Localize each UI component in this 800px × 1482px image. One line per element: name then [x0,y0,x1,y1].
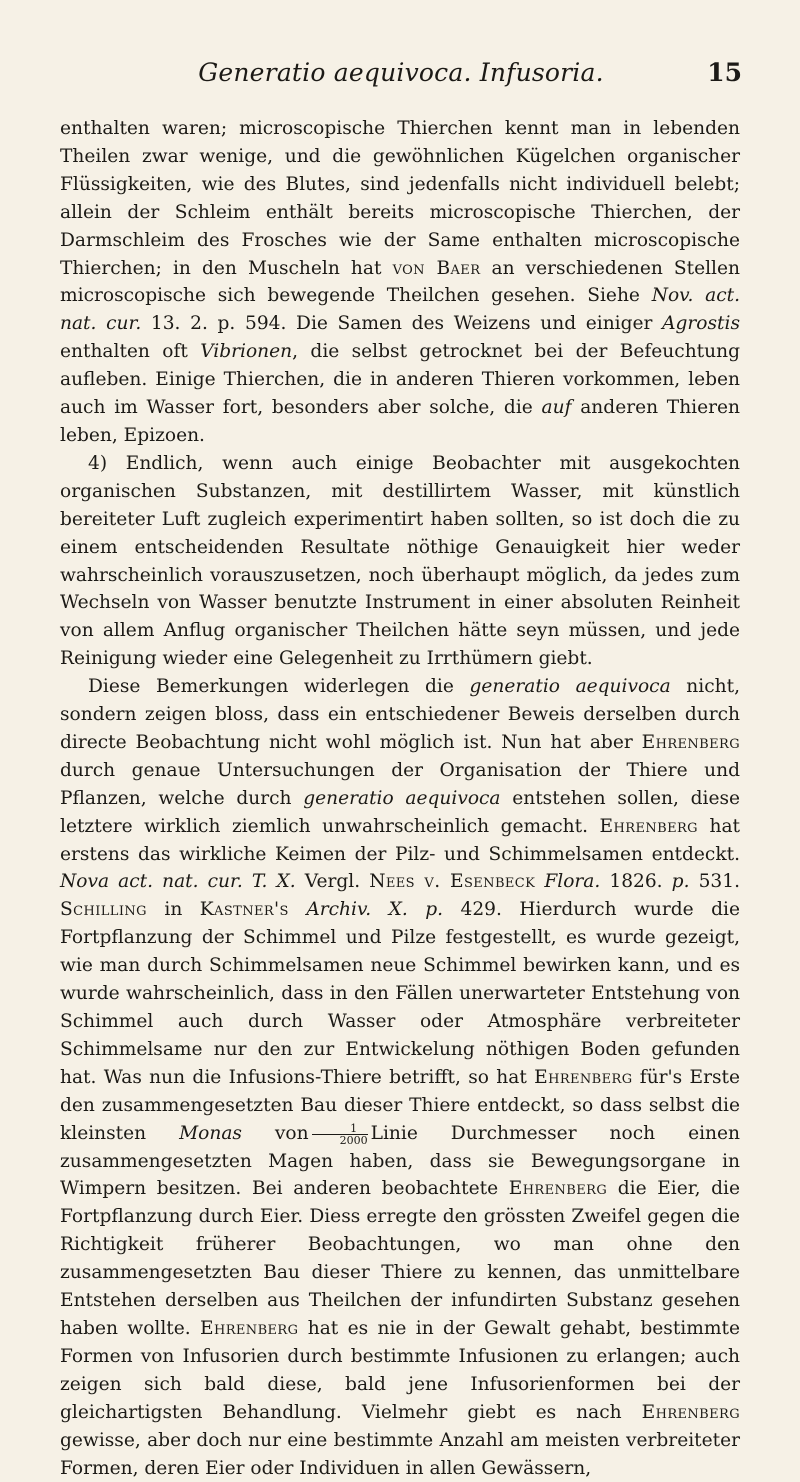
text-run: 429. Hierdurch wurde die Fortpflanzung der Schimmel und Pilze festgestellt, es wurde gezeigt, wie man durch Schimmelsamen neue Schimmel bewirken kann, und es wurde wahrscheinlich, dass in den Fällen unerwarteter Entstehung von Schimmel auch durch Wasser oder Atmosphäre verbreiteter Schimmelsame nur den zur Entwickelung nöthigen Boden gefunden hat. Was nun die Infusions-Thiere betrifft, so hat [60,899,740,1088]
page-number: 15 [707,58,742,87]
text-run: nicht, sondern zeigen bloss, dass ein entschiedener Beweis derselben durch directe Beobachtung nicht wohl möglich ist. Nun hat aber [60,676,740,753]
page-header [60,38,742,88]
text-run: gewisse, aber doch nur eine bestimmte Anzahl am meisten verbreiteter Formen, deren Eier oder Individuen in allen Gewässern, [60,1429,740,1479]
italic-text: Nov. act. nat. cur. [60,285,740,335]
author-name: Ehrenberg [641,731,740,753]
italic-text: Monas [179,1122,242,1144]
text-run: Vergl. [295,871,370,893]
body-text [60,115,740,1482]
text-run: von [241,1122,309,1144]
text-run: Diese Bemerkungen widerlegen die [88,676,470,698]
text-run: durch genaue Untersuchungen der Organisation der Thiere und Pflanzen, welche durch [60,759,740,809]
text-run: 531. [689,871,740,893]
author-name: Ehrenberg [200,1317,299,1339]
text-run: an verschiedenen Stellen microscopische sich bewegende Theilchen gesehen. Siehe [60,257,740,307]
fraction-denominator: 2000 [339,1133,368,1147]
text-run: Linie Durchmesser noch einen zusammengesetzten Magen haben, dass sie Bewegungsorgane in Wimpern besitzen. Bei anderen beobachtete [60,1122,740,1200]
text-run: enthalten waren; microscopische Thierchen kennt man in lebenden Theilen zwar wenige, und die gewöhnlichen Kügelchen organischer Flüssigkeiten, wie des Blutes, sind jedenfalls nicht individuell belebt; allein der Schleim enthält bereits microscopische Thierchen, der Darmschleim des Frosches wie der Same enthalten microscopische Thierchen; in den Muscheln hat [60,118,740,279]
paragraph [60,115,740,450]
fraction-numerator: 1 [312,1123,368,1135]
text-run: hat es nie in der Gewalt gehabt, bestimmte Formen von Infusorien durch bestimmte Infusionen zu erlangen; auch zeigen sich bald diese, bald jene Infusorienformen bei der gleichartigsten Behandlung. Vielmehr giebt es nach [60,1317,740,1423]
text-run: entstehen sollen, diese letztere wirklich ziemlich unwahrscheinlich gemacht. [60,787,740,837]
italic-text: Flora. [544,871,601,893]
text-run: anderen Thieren leben, Epizoen. [60,397,740,446]
author-name: Ehrenberg [641,1401,740,1423]
author-name: von Baer [392,257,481,279]
author-name: Schilling [60,899,147,921]
text-run: in [146,899,200,921]
text-run: 4) Endlich, wenn auch einige Beobachter mit ausgekochten organischen Substanzen, mit destillirtem Wasser, mit künstlich bereiteter Luft zugleich experimentirt haben sollten, so ist doch die zu einem entscheidenden Resultate nöthige Genauigkeit hier weder wahrscheinlich vorauszusetzen, noch überhaupt möglich, da jedes zum Wechseln von Wasser benutzte Instrument in einer absoluten Reinheit von allem Anflug organischer Theilchen hätte seyn müssen, und jede Reinigung wieder eine Gelegenheit zu Irrthümern giebt. [60,452,740,670]
text-run: hat erstens das wirkliche Keimen der Pilz- und Schimmelsamen entdeckt. [60,815,740,865]
text-run: für's Erste den zusammengesetzten Bau dieser Thiere entdeckt, so dass selbst die kleinsten [60,1066,740,1144]
running-head: Generatio aequivoca. Infusoria. [198,58,604,87]
italic-text: p. [671,871,690,893]
italic-text: generatio aequivoca [303,787,501,809]
italic-text: generatio aequivoca [469,676,671,698]
text-run: , die selbst getrocknet bei der Befeuchtung aufleben. Einige Thierchen, die in anderen Thieren vorkommen, leben auch im Wasser fort, besonders aber solche, die [60,341,740,419]
text-run: 1826. [600,871,672,893]
italic-text: Nova act. nat. cur. T. X. [60,871,296,893]
author-name: Kastner's [199,899,289,921]
text-run: enthalten oft [60,341,201,363]
text-run: die Eier, die Fortpflanzung durch Eier. Diess erregte den grössten Zweifel gegen die Richtigkeit früherer Beobachtungen, wo man ohne den zusammengesetzten Bau dieser Thiere zu kennen, das unmittelbare Entstehen derselben aus Theilchen der infundirten Substanz gesehen haben wollte. [60,1178,740,1339]
paragraph [60,673,740,1482]
text-run [535,871,544,892]
italic-text: Agrostis [662,313,740,335]
paragraph [60,450,740,673]
italic-text: auf [541,397,572,419]
italic-text: Vibrionen [200,341,293,363]
fraction [312,1123,368,1146]
author-name: Ehrenberg [534,1066,633,1088]
text-run [289,899,306,920]
author-name: Ehrenberg [508,1178,608,1200]
author-name: Ehrenberg [599,815,698,837]
italic-text: Archiv. X. p. [306,899,444,921]
text-run: 13. 2. p. 594. Die Samen des Weizens und einiger [141,313,663,335]
author-name: Nees v. Esenbeck [369,871,536,893]
